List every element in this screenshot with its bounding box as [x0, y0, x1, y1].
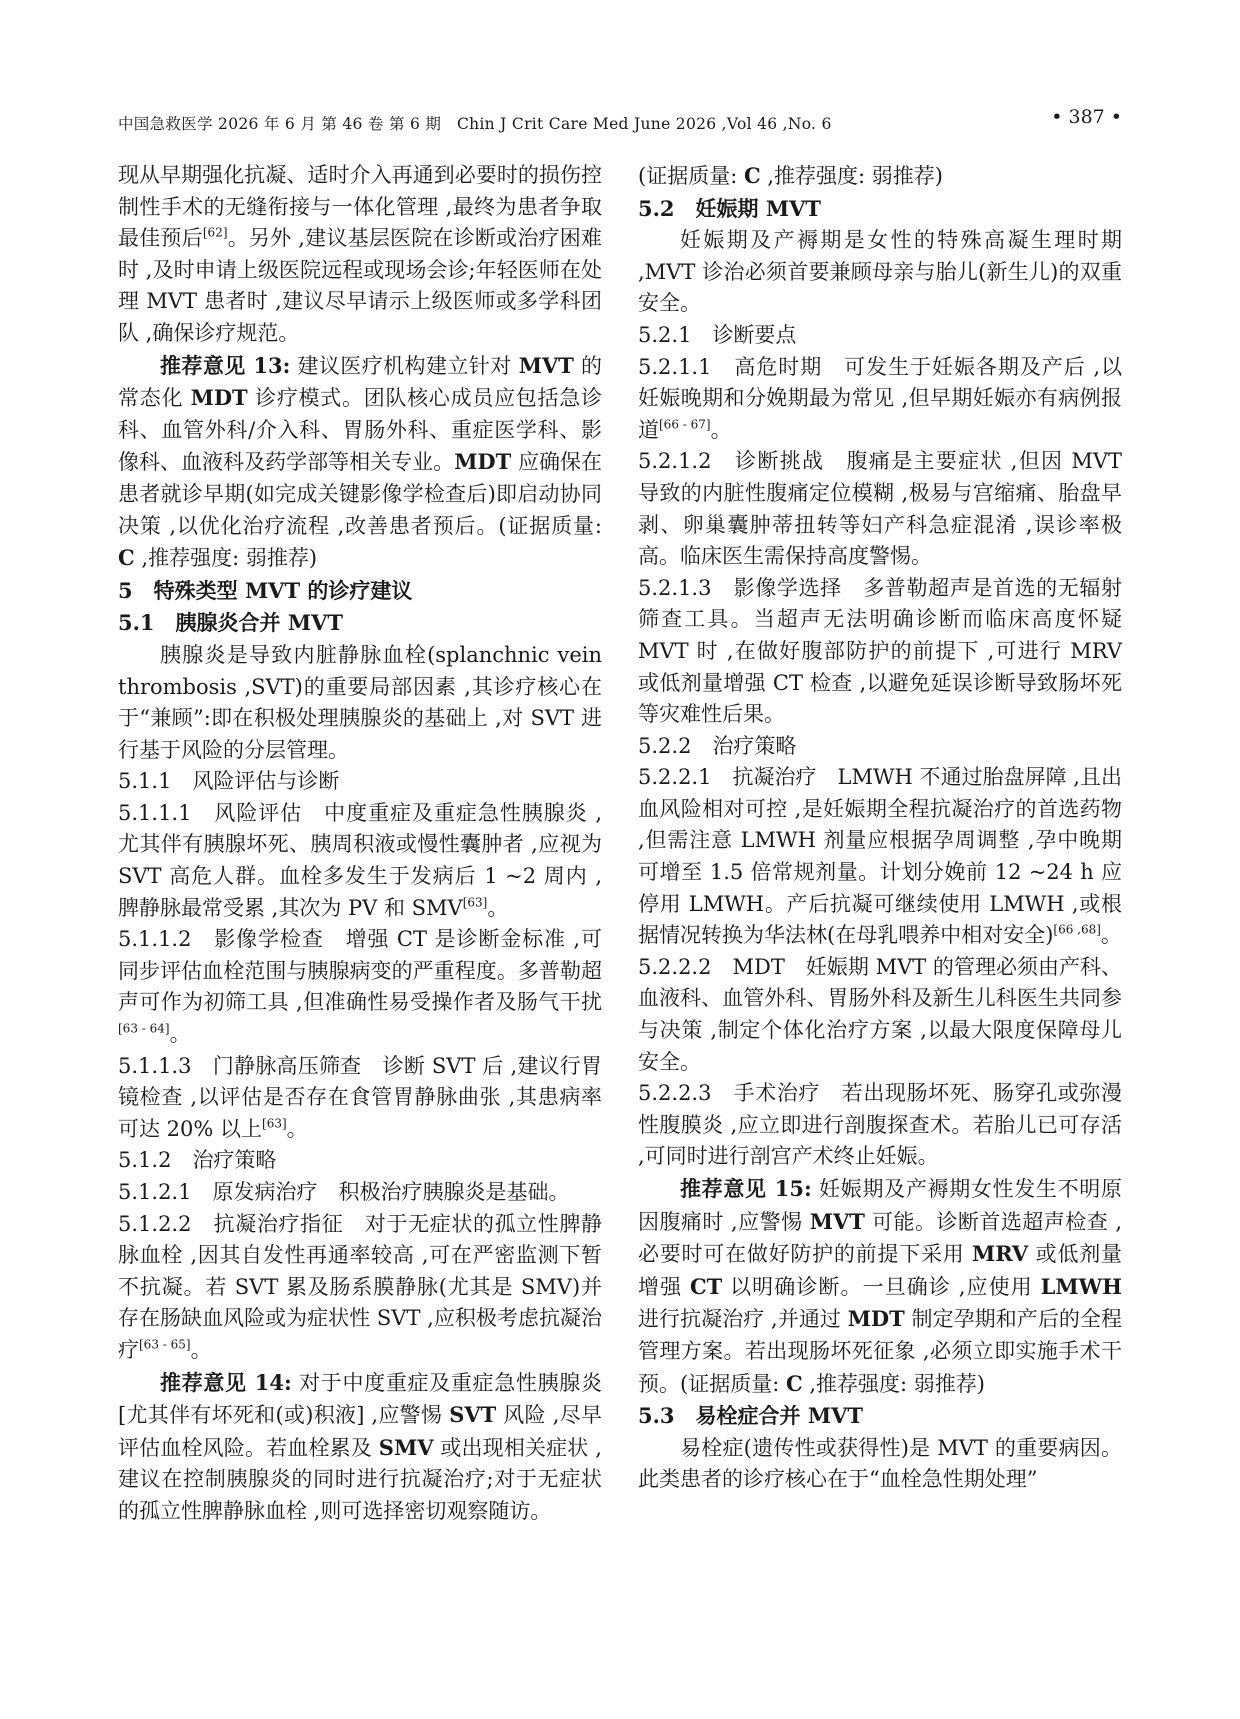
text-run: 。 — [286, 1116, 308, 1141]
section-heading — [638, 1400, 1122, 1433]
paragraph — [638, 1078, 1122, 1173]
text-run: MVT — [809, 1208, 865, 1234]
text-run: 的诊疗建议 — [300, 577, 413, 603]
left-column — [118, 160, 602, 1528]
text-run: CT — [689, 1273, 723, 1299]
text-run: ,推荐强度: 弱推荐) — [802, 1371, 985, 1396]
text-run: 诊疗模式。团队核心成员应包括急诊科、血管外科/介入科、胃肠外科、重症医学科、影像科、血液科及药学部等相关专业。 — [118, 386, 602, 475]
text-run: 。另外 ,建议基层医院在诊断或治疗困难时 ,及时申请上级医院远程或现场会诊;年轻医师在处理 MVT 患者时 ,建议尽早请示上级医师或多学科团队 ,确保诊疗规范。 — [118, 226, 602, 345]
text-run: 易栓症合并 MVT — [695, 1403, 864, 1429]
paragraph — [638, 573, 1122, 731]
text-run: 妊娠期及产褥期女性发生不明原因腹痛时 ,应警惕 — [638, 1177, 1122, 1234]
paragraph — [638, 952, 1122, 1078]
text-run: 妊娠期 MVT — [695, 195, 822, 221]
text-run: 推荐意见 14: — [160, 1369, 292, 1395]
section-number: 5 — [118, 577, 133, 603]
text-run: 推荐意见 13: — [160, 352, 291, 378]
text-run: 5.2.2.2 MDT 妊娠期 MVT 的管理必须由产科、血液科、血管外科、胃肠外科及新生儿科医生共同参与决策 ,制定个体化治疗方案 ,以最大限度保障母儿安全。 — [638, 954, 1122, 1074]
text-run: 5.1.2.2 抗凝治疗指征 对于无症状的孤立性脾静脉血栓 ,因其自发性再通率较高 ,可在严密监测下暂不抗凝。若 SVT 累及肠系膜静脉(尤其是 SMV)并存在肠缺血风险或为症状性 SVT ,应积极考虑抗凝治疗 — [118, 1211, 602, 1362]
paragraph — [118, 640, 602, 766]
text-run: MDT — [190, 385, 248, 411]
text-run: LMWH — [1040, 1273, 1122, 1299]
text-run: 妊娠期及产褥期是女性的特殊高凝生理时期 ,MVT 诊治必须首要兼顾母亲与胎儿(新生儿)的双重安全。 — [638, 228, 1122, 316]
text-run: 风险 ,尽早评估血栓风险。若血栓累及 — [118, 1403, 603, 1460]
paragraph — [638, 1173, 1122, 1400]
text-run: 特殊类型 — [153, 577, 245, 603]
citation-ref: [63] — [462, 895, 488, 910]
text-run: 制定孕期和产后的全程管理方案。若出现肠坏死征象 ,必须立即实施手术干预。(证据质量: — [638, 1307, 1122, 1396]
section-number: 5.2 — [638, 195, 675, 221]
text-run: 可能。诊断首选超声检查 ,必要时可在做好防护的前提下采用 — [638, 1209, 1123, 1267]
text-run: 推荐意见 15: — [680, 1176, 812, 1201]
text-run: 的常态化 — [118, 353, 602, 411]
section-heading — [638, 320, 1122, 352]
text-run: 胰腺炎是导致内脏静脉血栓(splanchnic vein thrombosis ,SVT)的重要局部因素 ,其诊疗核心在于“兼顾”:即在积极处理胰腺炎的基础上 ,对 SVT 进行基于风险的分层管理。 — [118, 642, 602, 762]
text-run: MRV — [971, 1241, 1029, 1267]
text-run: 5.1.2.1 原发病治疗 积极治疗胰腺炎是基础。 — [118, 1180, 570, 1204]
section-heading — [118, 607, 602, 640]
text-run: 以明确诊断。一旦确诊 ,应使用 — [722, 1274, 1041, 1299]
text-run: C — [118, 545, 135, 571]
paragraph — [118, 160, 602, 350]
text-run: 诊断要点 — [712, 322, 797, 347]
text-run: 进行抗凝治疗 ,并通过 — [638, 1307, 848, 1332]
paragraph — [638, 352, 1122, 447]
text-run: 应确保在患者就诊早期(如完成关键影像学检查后)即启动协同决策 ,以优化治疗流程 ,改善患者预后。(证据质量: — [118, 450, 603, 538]
text-run: 5.2.2.3 手术治疗 若出现肠坏死、肠穿孔或弥漫性腹膜炎 ,应立即进行剖腹探查术。若胎儿已可存活 ,可同时进行剖宫产术终止妊娠。 — [638, 1081, 1122, 1169]
section-number: 5.2.2 — [638, 733, 692, 758]
paragraph — [638, 1433, 1122, 1496]
text-run: SMV — [378, 1434, 434, 1460]
paragraph — [118, 1177, 602, 1209]
paragraph — [638, 446, 1122, 572]
text-run: 5.1.1.1 风险评估 中度重症及重症急性胰腺炎 ,尤其伴有胰腺坏死、胰周积液或慢性囊肿者 ,应视为 SVT 高危人群。血栓多发生于发病后 1 ~2 周内 ,脾静脉最常受累 ,其次为 PV 和 SMV — [118, 800, 602, 920]
citation-ref: [66 ,68] — [1053, 922, 1101, 937]
text-run: 或出现相关症状 ,建议在控制胰腺炎的同时进行抗凝治疗;对于无症状的孤立性脾静脉血栓 ,则可选择密切观察随访。 — [118, 1435, 602, 1523]
paragraph — [118, 924, 602, 1050]
text-run: 5.1.1.2 影像学检查 增强 CT 是诊断金标准 ,可同步评估血栓范围与胰腺病变的严重程度。多普勒超声可作为初筛工具 ,但准确性易受操作者及肠气干扰 — [118, 927, 602, 1015]
citation-ref: [62] — [202, 225, 228, 240]
paragraph — [638, 225, 1122, 320]
text-run: MVT — [244, 577, 301, 603]
text-run: 易栓症(遗传性或获得性)是 MVT 的重要病因。此类患者的诊疗核心在于“血栓急性期处理” — [638, 1435, 1122, 1492]
text-run: C — [743, 163, 761, 188]
text-run: 风险评估与诊断 — [192, 769, 340, 794]
paragraph — [638, 762, 1122, 952]
text-run: ,推荐强度: 弱推荐) — [134, 546, 318, 571]
text-run: 现从早期强化抗凝、适时介入再通到必要时的损伤控制性手术的无缝衔接与一体化管理 ,最终为患者争取最佳预后 — [118, 163, 602, 251]
text-run: 5.2.1.1 高危时期 可发生于妊娠各期及产后 ,以妊娠晚期和分娩期最为常见 ,但早期妊娠亦有病例报道 — [638, 354, 1122, 442]
citation-ref: [63 - 65] — [139, 1337, 191, 1352]
right-column — [638, 160, 1122, 1496]
section-number: 5.3 — [638, 1403, 675, 1429]
text-run: 5.2.2.1 抗凝治疗 LMWH 不通过胎盘屏障 ,且出血风险相对可控 ,是妊娠期全程抗凝治疗的首选药物 ,但需注意 LMWH 剂量应根据孕周调整 ,孕中晚期可增至 1.5 倍常规剂量。计划分娩前 12 ~24 h 应停用 LMWH。产后抗凝可继续使用 LMWH ,或根据情况转换为华法林(在母乳喂养中相对安全) — [638, 765, 1122, 948]
section-number: 5.1 — [118, 610, 155, 636]
text-run: 5.1.1.3 门静脉高压筛查 诊断 SVT 后 ,建议行胃镜检查 ,以评估是否存在食管胃静脉曲张 ,其患病率可达 20% 以上 — [118, 1053, 602, 1141]
paragraph — [118, 1367, 602, 1528]
text-run: MVT — [518, 352, 574, 378]
text-run: ,推荐强度: 弱推荐) — [760, 164, 943, 188]
text-run: SVT — [449, 1402, 497, 1428]
text-run: 治疗策略 — [192, 1148, 277, 1173]
text-run: 5.2.1.3 影像学选择 多普勒超声是首选的无辐射筛查工具。当超声无法明确诊断而临床高度怀疑 MVT 时 ,在做好腹部防护的前提下 ,可进行 MRV 或低剂量增强 CT 检查 ,以避免延误诊断导致肠坏死等灾难性后果。 — [638, 575, 1122, 727]
text-run: 对于中度重症及重症急性胰腺炎[尤其伴有坏死和(或)积液] ,应警惕 — [118, 1370, 602, 1428]
text-run: 治疗策略 — [712, 733, 797, 758]
text-run: 建议医疗机构建立针对 — [290, 353, 519, 378]
section-heading — [638, 731, 1122, 763]
text-run: 胰腺炎合并 MVT — [175, 610, 344, 636]
text-run: 或低剂量增强 — [638, 1242, 1122, 1299]
section-number: 5.1.1 — [118, 769, 172, 794]
section-heading — [118, 766, 602, 798]
text-run: 。 — [190, 1337, 212, 1362]
page-number: • 387 • — [1051, 106, 1122, 128]
citation-ref: [63 - 64] — [118, 1021, 170, 1036]
paragraph — [118, 798, 602, 924]
text-run: (证据质量: — [638, 164, 744, 188]
citation-ref: [63] — [262, 1116, 287, 1131]
paragraph — [118, 350, 602, 575]
citation-ref: [66 - 67] — [659, 417, 711, 432]
section-heading — [118, 1145, 602, 1177]
section-number: 5.2.1 — [638, 322, 692, 347]
text-run: 。 — [710, 417, 732, 442]
section-number: 5.1.2 — [118, 1148, 172, 1173]
text-run: 。 — [1100, 923, 1122, 948]
paragraph — [118, 1051, 602, 1146]
text-run: MDT — [847, 1306, 905, 1332]
text-run: MDT — [454, 449, 512, 475]
text-run: 。 — [169, 1022, 191, 1047]
paragraph — [118, 1209, 602, 1367]
text-run: 5.2.1.2 诊断挑战 腹痛是主要症状 ,但因 MVT 导致的内脏性腹痛定位模糊 ,极易与宫缩痛、胎盘早剥、卵巢囊肿蒂扭转等妇产科急症混淆 ,误诊率极高。临床医生需保持高度警惕。 — [638, 449, 1122, 569]
text-run: 。 — [487, 895, 509, 920]
text-run: C — [785, 1370, 803, 1396]
section-heading — [638, 193, 1122, 226]
paragraph — [638, 160, 1122, 193]
section-heading — [118, 575, 602, 608]
running-header: 中国急救医学 2026 年 6 月 第 46 卷 第 6 期 Chin J Crit Care Med June 2026 ,Vol 46 ,No. 6 — [118, 115, 832, 133]
